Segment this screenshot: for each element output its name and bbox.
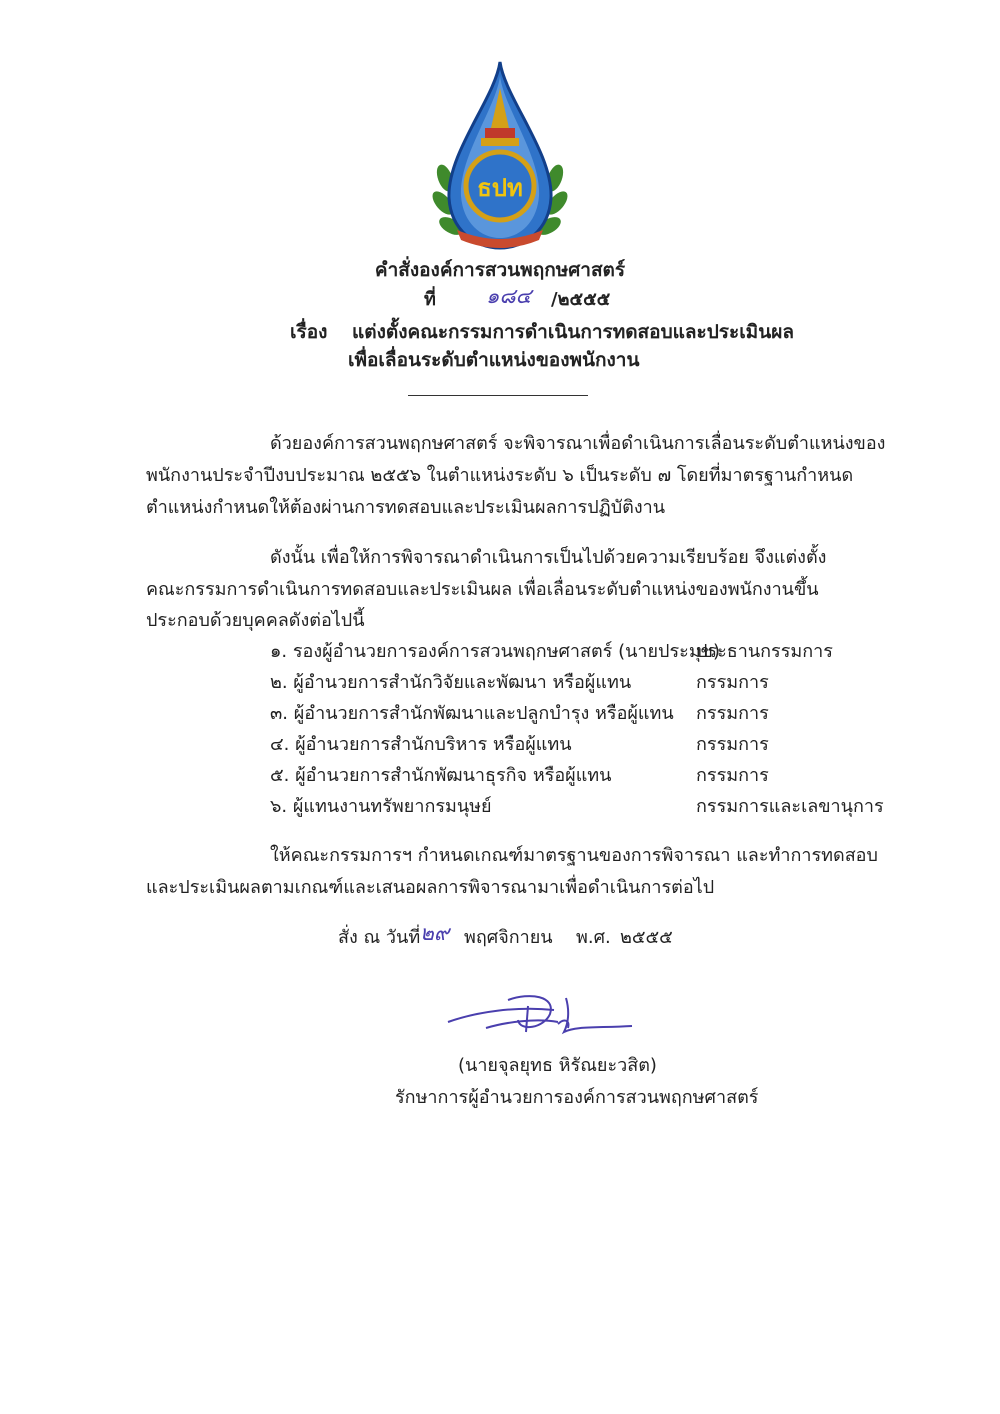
member-name: ๖. ผู้แทนงานทรัพยากรมนุษย์: [270, 796, 492, 817]
header-divider: [408, 395, 588, 396]
member-role: กรรมการ: [696, 734, 769, 755]
date-day-handwritten: ๒๙: [420, 921, 450, 945]
emblem-monogram: ธปท: [477, 174, 523, 202]
paragraph-1-line-3: ตำแหน่งกำหนดให้ต้องผ่านการทดสอบและประเมินผลการปฏิบัติงาน: [146, 497, 666, 518]
paragraph-1-line-1: ด้วยองค์การสวนพฤกษศาสตร์ จะพิจารณาเพื่อดำเนินการเลื่อนระดับตำแหน่งของ: [270, 433, 886, 454]
handwritten-signature: [446, 988, 642, 1044]
member-role: กรรมการ: [696, 672, 769, 693]
paragraph-2-line-3: ประกอบด้วยบุคคลดังต่อไปนี้: [146, 610, 365, 631]
date-era-label: พ.ศ.: [576, 927, 611, 948]
order-number-year: /๒๕๕๕: [551, 289, 611, 310]
date-prefix: สั่ง ณ วันที่: [338, 927, 421, 948]
paragraph-3-line-1: ให้คณะกรรมการฯ กำหนดเกณฑ์มาตรฐานของการพิจารณา และทำการทดสอบ: [270, 845, 878, 866]
paragraph-1-line-2: พนักงานประจำปีงบประมาณ ๒๕๕๖ ในตำแหน่งระดับ ๖ เป็นระดับ ๗ โดยที่มาตรฐานกำหนด: [146, 465, 854, 486]
member-role: กรรมการ: [696, 703, 769, 724]
order-number-label: ที่: [424, 289, 436, 310]
date-year: ๒๕๕๕: [620, 927, 673, 948]
paragraph-2-line-1: ดังนั้น เพื่อให้การพิจารณาดำเนินการเป็นไปด้วยความเรียบร้อย จึงแต่งตั้ง: [270, 547, 827, 568]
member-name: ๔. ผู้อำนวยการสำนักบริหาร หรือผู้แทน: [270, 734, 572, 755]
member-name: ๕. ผู้อำนวยการสำนักพัฒนาธุรกิจ หรือผู้แทน: [270, 765, 612, 786]
member-role: กรรมการและเลขานุการ: [696, 796, 884, 817]
member-role: ประธานกรรมการ: [696, 641, 833, 662]
member-name: ๒. ผู้อำนวยการสำนักวิจัยและพัฒนา หรือผู้แทน: [270, 672, 632, 693]
signatory-name: (นายจุลยุทธ หิรัณยะวสิต): [458, 1055, 657, 1076]
member-name: ๓. ผู้อำนวยการสำนักพัฒนาและปลูกบำรุง หรือผู้แทน: [270, 703, 674, 724]
order-title: คำสั่งองค์การสวนพฤกษศาสตร์: [374, 259, 626, 281]
member-name: ๑. รองผู้อำนวยการองค์การสวนพฤกษศาสตร์ (นายประมุข): [270, 641, 721, 662]
organization-emblem-logo: [425, 58, 575, 256]
subject-line-2: เพื่อเลื่อนระดับตำแหน่งของพนักงาน: [348, 349, 640, 371]
date-month: พฤศจิกายน: [464, 927, 553, 948]
member-role: กรรมการ: [696, 765, 769, 786]
paragraph-3-line-2: และประเมินผลตามเกณฑ์และเสนอผลการพิจารณามาเพื่อดำเนินการต่อไป: [146, 877, 715, 898]
subject-line-1: แต่งตั้งคณะกรรมการดำเนินการทดสอบและประเมินผล: [352, 321, 794, 343]
signatory-position: รักษาการผู้อำนวยการองค์การสวนพฤกษศาสตร์: [395, 1087, 759, 1108]
order-number-handwritten: ๑๘๔: [486, 284, 532, 308]
paragraph-2-line-2: คณะกรรมการดำเนินการทดสอบและประเมินผล เพื่อเลื่อนระดับตำแหน่งของพนักงานขึ้น: [146, 579, 819, 600]
subject-label: เรื่อง: [290, 321, 328, 343]
